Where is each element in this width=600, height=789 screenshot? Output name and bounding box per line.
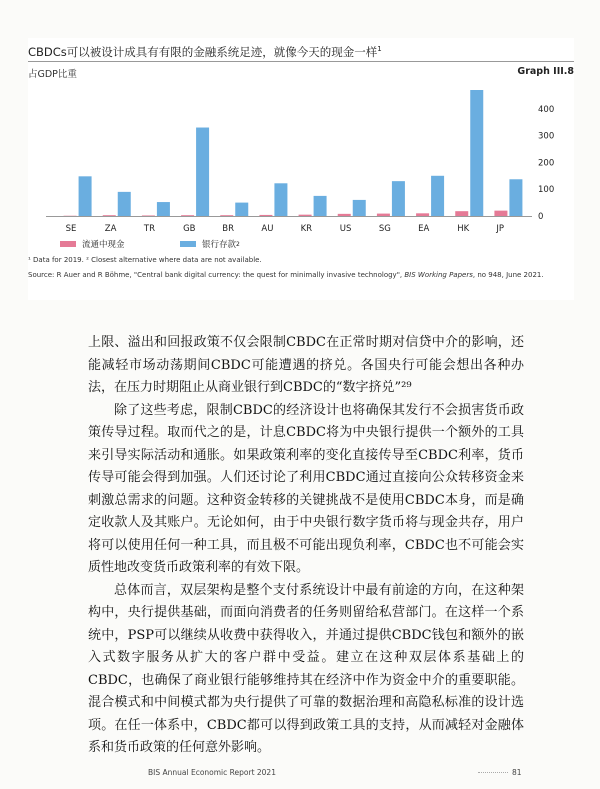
- source-suffix: , no 948, June 2021.: [472, 271, 544, 279]
- y-tick-label: 400: [538, 104, 555, 115]
- legend-item-deposits: [180, 238, 240, 250]
- bar-deposits-se: [79, 176, 92, 216]
- figure-title-text: CBDCs可以被设计成具有有限的金融系统足迹，就像今天的现金一样: [28, 45, 378, 59]
- bar-chart: [28, 78, 574, 234]
- figure-source: [28, 270, 574, 280]
- y-tick-label: 0: [538, 212, 544, 222]
- footer-report-name: BIS Annual Economic Report 2021: [148, 768, 276, 777]
- x-tick-label-tr: TR: [143, 224, 156, 234]
- legend-label-deposits: 银行存款: [202, 240, 237, 250]
- bar-cash-br: [220, 215, 233, 216]
- x-tick-label-kr: KR: [300, 224, 313, 234]
- bar-cash-ea: [416, 213, 429, 216]
- x-tick-label-jp: JP: [496, 224, 505, 234]
- legend-item-cash: [60, 238, 125, 250]
- x-tick-label-hk: HK: [457, 224, 470, 234]
- paragraph-3: 总体而言，双层架构是整个支付系统设计中最有前途的方向，在这种架构中，央行提供基础，而面向消费者的任务则留给私营部门。在这样一个系统中，PSP可以继续从收费中获得收入，并通过提供CBDC钱包和额外的嵌入式数字服务从扩大的客户群中受益。建立在这种双层体系基础上的CBDC，也确保了商业银行能够维持其在经济中作为资金中介的重要职能。混合模式和中间模式都为央行提供了可靠的数据治理和高隐私标准的设计选项。在任一体系中，CBDC都可以得到政策工具的支持，从而减轻对金融体系和货币政策的任何意外影响。: [88, 582, 524, 755]
- bar-cash-us: [338, 214, 351, 216]
- bar-deposits-au: [274, 183, 287, 216]
- source-prefix: Source: R Auer and R Böhme, "Central bank digital currency: the quest for minimally invasive technology",: [28, 271, 405, 279]
- figure-title: [28, 44, 382, 60]
- figure-title-note: 1: [377, 45, 382, 54]
- x-tick-label-au: AU: [261, 224, 274, 234]
- x-tick-label-ea: EA: [418, 224, 430, 234]
- bar-deposits-us: [353, 200, 366, 216]
- body-text: [88, 332, 524, 760]
- bar-cash-kr: [299, 215, 312, 216]
- bar-deposits-za: [118, 192, 131, 216]
- bar-deposits-tr: [157, 202, 170, 216]
- x-tick-label-za: ZA: [104, 224, 117, 234]
- y-tick-label: 100: [538, 185, 555, 196]
- legend-swatch-cash: [60, 241, 76, 247]
- bar-cash-sg: [377, 214, 390, 216]
- page-number: 81: [512, 768, 522, 777]
- x-tick-label-se: SE: [65, 224, 77, 234]
- x-tick-label-gb: GB: [183, 224, 196, 234]
- y-unit-label: 占GDP比重: [28, 69, 77, 80]
- bar-deposits-sg: [392, 181, 405, 216]
- footer-dots: [478, 772, 508, 773]
- bar-cash-gb: [181, 215, 194, 216]
- x-tick-label-us: US: [339, 224, 352, 234]
- bar-deposits-jp: [509, 179, 522, 216]
- figure-notes: ¹ Data for 2019. ² Closest alternative where data are not available.: [28, 256, 262, 264]
- bar-cash-jp: [494, 211, 507, 216]
- bar-cash-au: [259, 215, 272, 216]
- figure-title-rule: [28, 61, 574, 62]
- y-tick-label: 200: [538, 158, 555, 169]
- bar-deposits-hk: [470, 90, 483, 216]
- bar-cash-tr: [142, 215, 155, 216]
- graph-id: Graph III.8: [517, 66, 574, 77]
- paragraph-2: 除了这些考虑，限制CBDC的经济设计也将确保其发行不会损害货币政策传导过程。取而代之的是，计息CBDC将为中央银行提供一个额外的工具来引导实际活动和通胀。如果政策利率的变化直接传导至CBDC利率，货币传导可能会得到加强。人们还讨论了利用CBDC通过直接向公众转移资金来刺激总需求的问题。这种资金转移的关键挑战不是使用CBDC本身，而是确定收款人及其账户。无论如何，由于中央银行数字货币将与现金共存，用户将可以使用任何一种工具，而且极不可能出现负利率，CBDC也不可能会实质性地改变货币政策利率的有效下限。: [88, 402, 524, 575]
- source-journal: BIS Working Papers: [404, 271, 473, 279]
- legend-note-deposits: 2: [236, 240, 240, 248]
- y-tick-label: 300: [538, 131, 555, 142]
- bar-deposits-br: [235, 203, 248, 216]
- x-tick-label-br: BR: [222, 224, 234, 234]
- bar-deposits-ea: [431, 176, 444, 216]
- legend-label-cash: 流通中现金: [82, 240, 125, 250]
- x-tick-label-sg: SG: [378, 224, 391, 234]
- bar-deposits-gb: [196, 128, 209, 216]
- bar-cash-hk: [455, 211, 468, 216]
- figure-panel: [28, 38, 574, 300]
- legend-swatch-deposits: [180, 241, 196, 247]
- bar-cash-za: [103, 215, 116, 216]
- paragraph-1: 上限、溢出和回报政策不仅会限制CBDC在正常时期对信贷中介的影响，还能减轻市场动荡期间CBDC可能遭遇的挤兑。各国央行可能会想出各种办法，在压力时期阻止从商业银行到CBDC的“数字挤兑”²⁹: [88, 335, 524, 395]
- bar-deposits-kr: [314, 196, 327, 216]
